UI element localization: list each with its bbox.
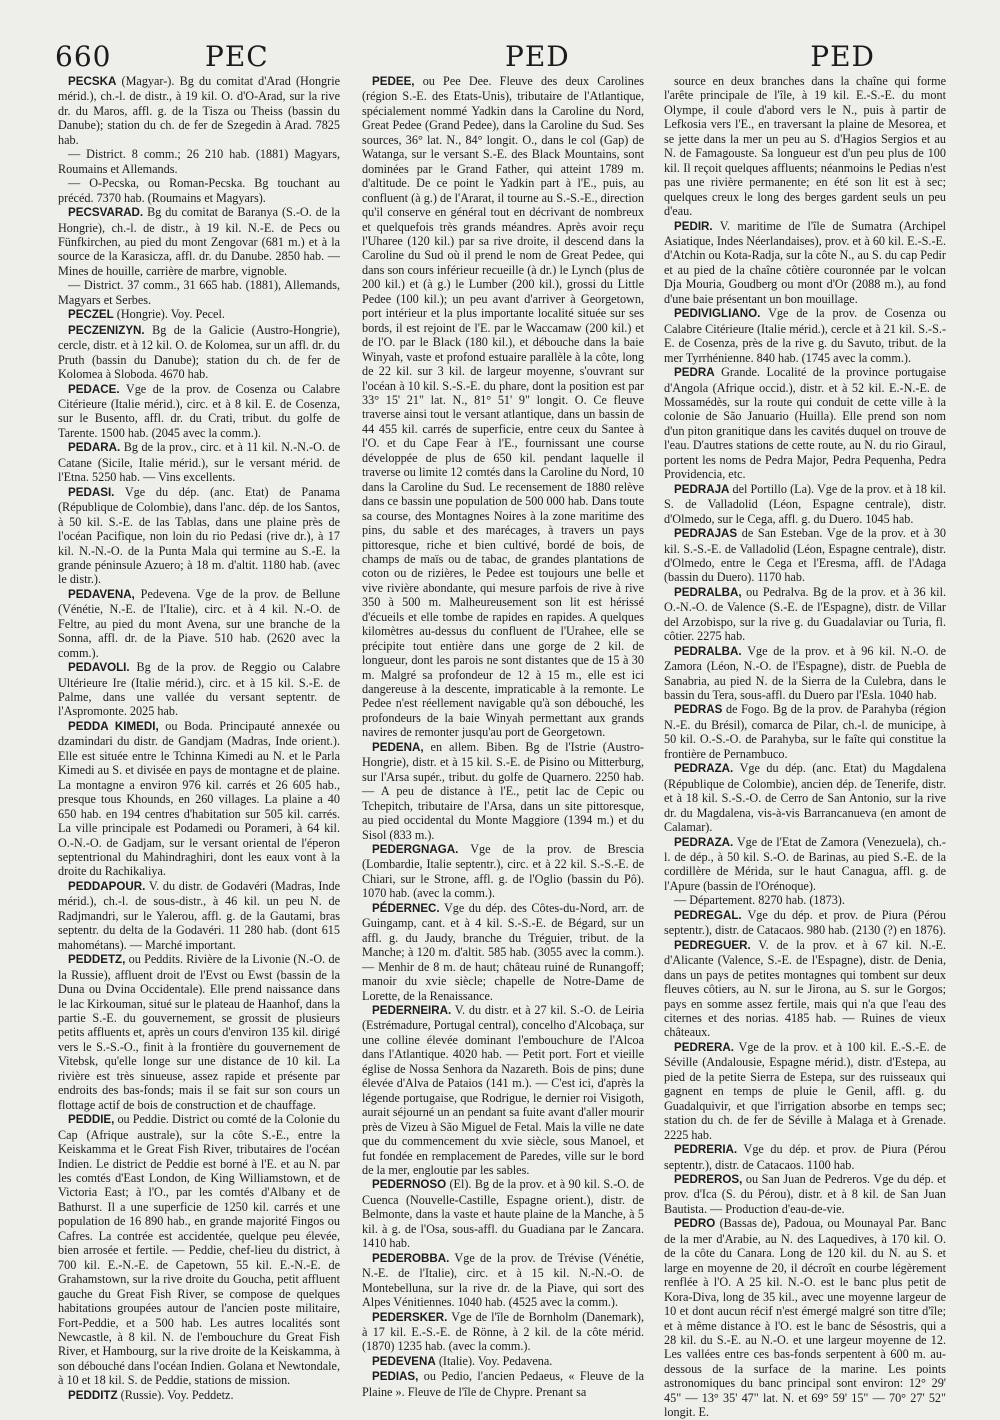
dictionary-entry bbox=[664, 644, 946, 703]
entry-text: — O-Pecska, ou Roman-Pecska. Bg touchant au précéd. 7370 hab. (Roumains et Magyars). bbox=[58, 176, 340, 205]
entry-text: Bg de la prov., circ. et à 11 kil. N.-N.-O. de Catane (Sicile, Italie mérid.), sur le versant mérid. de l'Etna. 5250 hab. — Vins excellents. bbox=[58, 440, 340, 485]
dictionary-entry bbox=[58, 176, 340, 205]
entry-headword: PEDRAJA bbox=[674, 482, 730, 496]
dictionary-entry bbox=[664, 893, 946, 907]
entry-text: Vge de l'Etat de Zamora (Venezuela), ch.-l. de dép., à 50 kil. S.-O. de Barinas, au pied S.-E. de la cordillère de Mérida, sur le haut Canagua, affl. g. de l'Apure (bassin de l'Orénoque). bbox=[664, 834, 946, 893]
dictionary-entry bbox=[664, 526, 946, 585]
dictionary-entry bbox=[362, 74, 644, 740]
entry-headword: PEDREROS, bbox=[674, 1172, 743, 1186]
entry-headword: PEDRALBA. bbox=[674, 644, 742, 658]
dictionary-entry bbox=[58, 323, 340, 382]
dictionary-entry bbox=[58, 879, 340, 952]
entry-headword: PEDRERIA. bbox=[674, 1143, 738, 1157]
entry-headword: PEDERNOSO bbox=[372, 1178, 447, 1192]
entry-headword: PEDACE. bbox=[68, 382, 120, 396]
entry-text: del Portillo (La). Vge de la prov. et à 18 kil. S. de Valladolid (Léon, Espagne centrale), distr. d'Olmedo, sur le Cega, affl. g. du Duero. 1045 hab. bbox=[664, 481, 946, 526]
dictionary-entry bbox=[664, 306, 946, 365]
dictionary-entry bbox=[664, 1142, 946, 1172]
entry-text: ou Peddie. District ou comté de la Colonie du Cap (Afrique australe), sur la côte S.-E., entre la Keiskamma et le Great Fish River, tributaires de l'océan Indien. Le district de Peddie est borné à l'E. et au N. par les comtés d'East London, de King Williamstown, et de Victoria East; à l'O., par les comtés d'Albany et de Bathurst. Il a une superficie de 1250 kil. carrés et une population de 16 890 hab., en grande majorité Fingos ou Cafres. La contrée est accidentée, quelque peu élevée, bien arrosée et fertile. — Peddie, chef-lieu du district, à 700 kil. E.-N.-E. de Capetown, 55 kil. E.-N.-E. de Grahamstown, sur la rive droite du Goucha, petit affluent gauche du Great Fish River, se compose de quelques habitations groupées autour de l'ancien poste militaire, Fort-Peddie, et a 500 hab. Les autres localités sont Newcastle, à 8 kil. N. de l'embouchure du Great Fish River, et Hambourg, sur la rive droite de la Keiskamma, à son débouché dans l'océan Indien. Golana et Newtondale, à 10 et 18 kil. S. de Peddie, stations de mission. bbox=[58, 1112, 340, 1388]
entry-headword: PEDAVOLI. bbox=[68, 661, 130, 675]
entry-text: ou San Juan de Pedreros. Vge du dép. et prov. d'Ica (S. du Pérou), distr. et à 8 kil. de San Juan Bautista. — Production d'eau-de-vie. bbox=[664, 1171, 946, 1216]
entry-headword: PEDARA. bbox=[68, 441, 121, 455]
entry-headword: PEDREGUER. bbox=[674, 938, 751, 952]
entry-headword: PEDDITZ bbox=[68, 1388, 118, 1402]
entry-text: Vge de la prov. et à 100 kil. E.-S.-E. de Séville (Andalousie, Espagne mérid.), distr. d'Estepa, au pied de la petite Sierra de Estepa, sur des ruisseaux qui gagnent en temps de pluie le Genil, affl. g. du Guadalquivir, et que l'irrigation absorbe en temps sec; station du ch. de fer de Séville à Malaga et à Grenade. 2225 hab. bbox=[664, 1039, 946, 1142]
dictionary-entry bbox=[362, 901, 644, 1003]
page-number: 660 bbox=[55, 40, 112, 73]
entry-text: (Italie). Voy. Pedavena. bbox=[435, 1353, 553, 1368]
entry-text: Vge du dép. des Côtes-du-Nord, arr. de Guingamp, cant. et à 4 kil. S.-S.-E. de Bégard, sur un affl. g. du Jaudy, branche du Tréguier, tribut. de la Manche; à 120 m. d'altit. 585 hab. (3055 avec la comm.). — Menhir de 8 m. de haut; château ruiné de Runangoff; manoir du xvie siècle; chapelle de Notre-Dame de Lorette, de la Renaissance. bbox=[362, 900, 644, 1003]
entry-text: de San Esteban. Vge de la prov. et à 30 kil. S.-S.-E. de Valladolid (Léon, Espagne centrale), distr. d'Olmedo, entre le Cega et l'Eresma, affl. de l'Adaga (bassin du Duero). 1170 hab. bbox=[664, 526, 946, 585]
dictionary-entry bbox=[664, 908, 946, 938]
text-column-3 bbox=[664, 74, 946, 1420]
entry-text: Vge de la prov. et à 96 kil. N.-O. de Zamora (Léon, N.-O. de l'Espagne), distr. de Puebla de Sanabria, au pied N. de la Sierra de la Culebra, dans le bassin du Tera, sous-affl. du Duero par l'Esla. 1040 hab. bbox=[664, 643, 946, 703]
entry-headword: PECZEL bbox=[68, 308, 114, 322]
dictionary-entry bbox=[58, 147, 340, 176]
entry-headword: PECZENIZYN. bbox=[68, 323, 145, 337]
entry-headword: PEDENA, bbox=[372, 740, 424, 754]
entry-headword: PÉDERNEC. bbox=[372, 901, 440, 915]
entry-text: Vge du dép. et prov. de Piura (Pérou septentr.), distr. de Catacaos. 1100 hab. bbox=[664, 1142, 946, 1172]
dictionary-entry bbox=[362, 1251, 644, 1310]
dictionary-entry bbox=[664, 1040, 946, 1142]
entry-text: Vge du dép. (anc. Etat) du Magdalena (République de Colombie), ancien dép. de Tenerife, distr. et à 18 kil. S.-S.-O. de Cerro de San Antonio, sur la rive dr. du Magdalena, vis-à-vis Barrancanueva (en amont de Calamar). bbox=[664, 761, 946, 835]
dictionary-entry bbox=[664, 74, 946, 219]
dictionary-entry bbox=[58, 205, 340, 278]
entry-text: Vge du dép. et prov. de Piura (Pérou septentr.), distr. de Catacaos. 980 hab. (2130 (?) en 1876). bbox=[664, 907, 946, 938]
entry-text: Vge de la prov. de Brescia (Lombardie, Italie septentr.), circ. et à 22 kil. S.-S.-E. de Chiari, sur le Strone, affl. g. de l'Oglio (bassin du Pô). 1070 hab. (avec la comm.). bbox=[362, 842, 644, 901]
entry-headword: PEDIVIGLIANO. bbox=[674, 307, 761, 321]
dictionary-entry bbox=[362, 842, 644, 901]
entry-headword: PEDASI. bbox=[68, 485, 115, 499]
entry-headword: PEDREGAL. bbox=[674, 908, 742, 922]
dictionary-entry bbox=[58, 719, 340, 879]
entry-headword: PEDEROBBA. bbox=[372, 1251, 450, 1265]
entry-text: Vge de l'île de Bornholm (Danemark), à 17 kil. E.-S.-E. de Rönne, à 2 kil. de la côte mérid. (1870) 1235 hab. (avec la comm.). bbox=[362, 1309, 644, 1354]
dictionary-entry bbox=[664, 482, 946, 526]
entry-headword: PEDEE, bbox=[372, 75, 415, 88]
entry-text: — District. 37 comm., 31 665 hab. (1881), Allemands, Magyars et Serbes. bbox=[58, 278, 340, 307]
entry-text: (El). Bg de la prov. et à 90 kil. S.-O. de Cuenca (Nouvelle-Castille, Espagne orient.), distr. de Belmonte, dans la vaste et haute plaine de la Manche, à 5 kil. à g. de l'Osa, sous-affl. du Guadiana par le Zancara. 1410 hab. bbox=[362, 1177, 644, 1251]
entry-headword: PEDRO bbox=[674, 1217, 716, 1231]
entry-text: ou Pedio, l'ancien Pedaeus, « Fleuve de la Plaine ». Fleuve de l'île de Chypre. Prenant sa bbox=[362, 1369, 644, 1399]
entry-headword: PEDRAJAS bbox=[674, 527, 738, 541]
entry-headword: PEDEVENA bbox=[372, 1354, 436, 1368]
dictionary-entry bbox=[362, 1177, 644, 1250]
left-guide-word: PEC bbox=[205, 40, 269, 73]
entry-headword: PEDRERA. bbox=[674, 1040, 734, 1054]
entry-text: en allem. Biben. Bg de l'Istrie (Austro-Hongrie), distr. et à 15 kil. S.-E. de Pisino ou Mitterburg, sur l'Arsa supér., tribut. du golfe de Quarnero. 2250 hab. — A peu de distance à l'E., petit lac de Cepic ou Tchepitch, tributaire de l'Arsa, dans un site pittoresque, au pied occidental du Monte Maggiore (1394 m.) et du Sisol (833 m.). bbox=[362, 739, 644, 842]
entry-text: ou Peddits. Rivière de la Livonie (N.-O. de la Russie), affluent droit de l'Evst ou Ewst (bassin de la Duna ou Dvina Occidentale). Elle prend naissance dans le lac Kirkouman, situé sur le plateau de Haanhof, dans la partie S.-E. du gouvernement, se grossit de plusieurs petits affluents et, après un cours d'environ 135 kil. dirigé vers le S.-S.-O., finit à la frontière du gouvernement de Vitebsk, qu'elle longe sur une distance de 10 kil. La rivière est très sinueuse, assez rapide et présente par endroits des bas-fonds; mais il se fait sur son cours un flottage actif de bois de construction et de chauffage. bbox=[58, 952, 340, 1112]
dictionary-entry bbox=[362, 1003, 644, 1177]
entry-text: (Bassas de), Padoua, ou Mounayal Par. Banc de la mer d'Arabie, au N. des Laquedives, à 170 kil. O. de la côte du Canara. Long de 120 kil. du N. au S. et large en moyenne de 20, il décroît en courbe légèrement renflée à l'O. A 25 kil. N.-O. est le banc plus petit de Kora-Diva, long de 35 kil., avec une moyenne largeur de 10 et dont aucun récif n'est émergé malgré son titre d'île; et à même distance à l'O. est le banc de Sésostris, qui a 28 kil. du S.-E. au N.-O. et une largeur moyenne de 12. Les vallées entre ces bas-fonds serpentent à 600 m. au-dessous de la surface de la marine. Les points astronomiques du banc principal sont environ: 12° 29' 45" — 13° 35' 47" lat. N. et 69° 59' 15" — 70° 27' 52" longit. E. bbox=[664, 1216, 946, 1420]
dictionary-entry bbox=[664, 1216, 946, 1419]
entry-text: Bg de la Galicie (Austro-Hongrie), cercle, distr. et à 12 kil. O. de Kolomea, sur un affl. dr. du Pruth (bassin du Danube); station du ch. de fer de Kolomea à Sloboda. 4670 hab. bbox=[58, 322, 340, 382]
dictionary-entry bbox=[664, 585, 946, 644]
entry-text: Vge du dép. (anc. Etat) de Panama (République de Colombie), dans l'anc. dép. de los Santos, à 50 kil. S.-E. de las Tablas, dans une plaine près de l'océan Pacifique, non loin du rio Pedasi (rive dr.), à 17 kil. N.-N.-O. de la Punta Mala qui termine au S.-E. la grande péninsule Azuero; à 18 m. d'altit. 1180 hab. (avec le distr.). bbox=[58, 484, 340, 587]
entry-text: (Magyar-). Bg du comitat d'Arad (Hongrie mérid.), ch.-l. de distr., à 19 kil. O. d'O-Arad, sur la rive dr. du Maros, affl. g. de la Tisza ou Theiss (bassin du Danube); station du ch. de fer de Szegedin à Arad. 7825 hab. bbox=[58, 74, 340, 147]
dictionary-entry bbox=[664, 1172, 946, 1216]
entry-headword: PEDERGNAGA. bbox=[372, 843, 459, 857]
dictionary-entry bbox=[362, 1369, 644, 1399]
dictionary-entry bbox=[58, 1112, 340, 1388]
dictionary-entry bbox=[664, 938, 946, 1040]
entry-text: V. maritime de l'île de Sumatra (Archipel Asiatique, Indes Néerlandaises), prov. et à 60 kil. E.-S.-E. d'Atchin ou Kota-Radja, sur la côte N., au S. du cap Pedir et au pied de la chaîne côtière couronnée par le volcan Dja Mouria, Goudberg ou mont d'Or (2088 m.), au fond d'une baie présentant un bon mouillage. bbox=[664, 218, 946, 306]
entry-headword: PEDDIE, bbox=[68, 1113, 115, 1127]
page-header bbox=[55, 40, 945, 74]
center-guide-word: PED bbox=[505, 40, 570, 73]
entry-text: — Département. 8270 hab. (1873). bbox=[674, 893, 845, 908]
entry-text: V. de la prov. et à 67 kil. N.-E. d'Alicante (Valence, S.-E. de l'Espagne), distr. de Denia, dans un pays de petites montagnes qui tombent sur deux fleuves côtiers, au N. sur le Jirona, au S. sur le Gorgos; pays en somme assez fertile, mais qui n'a que l'eau des citernes et des norias. 4185 hab. — Ruines de vieux châteaux. bbox=[664, 937, 946, 1040]
entry-text: Vge de la prov. de Cosenza ou Calabre Citérieure (Italie mérid.), circ. et à 8 kil. E. de Cosenza, sur le Busento, affl. dr. du Crati, tribut. du golfe de Tarente. 1500 hab. (2045 avec la comm.). bbox=[58, 381, 340, 440]
entry-text: Vge de la prov. de Cosenza ou Calabre Citérieure (Italie mérid.), cercle et à 21 kil. S.-S.-E. de Cosenza, près de la rive g. du Savuto, tribut. de la mer Tyrrhénienne. 840 hab. (1745 avec la comm.). bbox=[664, 306, 946, 365]
entry-headword: PEDIR. bbox=[674, 219, 713, 233]
dictionary-entry bbox=[58, 952, 340, 1112]
dictionary-entry bbox=[58, 278, 340, 307]
entry-text: Bg du comitat de Baranya (S.-O. de la Hongrie), ch.-l. de distr., à 19 kil. N.-E. de Pecs ou Fünfkirchen, au pied du mont Zengovar (681 m.) et à la source de la Karasicza, affl. dr. du Danube. 2850 hab. — Mines de houille, carrière de marbre, vignoble. bbox=[58, 205, 340, 278]
entry-text: de Fogo. Bg de la prov. de Parahyba (région N.-E. du Brésil), comarca de Pilar, ch.-l. de municipe, à 50 kil. O.-S.-O. de Parahyba, sur le faîte qui constitue la frontière de Pernambuco. bbox=[664, 702, 946, 761]
dictionary-entry bbox=[58, 74, 340, 147]
entry-text: V. du distr. de Godavéri (Madras, Inde mérid.), ch.-l. de sous-distr., à 46 kil. un peu N. de Radjmandri, sur le Yalerou, affl. g. de la Gautami, bras septentr. du delta de la Godavéri. 11 280 hab. (dont 615 mahométans). — Marché important. bbox=[58, 878, 340, 952]
entry-text: Pedevena. Vge de la prov. de Bellune (Vénétie, N.-E. de l'Italie), circ. et à 4 kil. N.-O. de Feltre, au pied du mont Avena, sur une branche de la Sonna, affl. dr. de la Piave. 510 hab. (2620 avec la comm.). bbox=[58, 586, 340, 660]
entry-headword: PEDDAPOUR. bbox=[68, 879, 146, 893]
dictionary-entry bbox=[58, 485, 340, 587]
entry-headword: PEDDETZ, bbox=[68, 953, 126, 967]
entry-headword: PECSVARAD. bbox=[68, 206, 144, 220]
entry-text: — District. 8 comm.; 26 210 hab. (1881) Magyars, Roumains et Allemands. bbox=[58, 147, 340, 176]
entry-text: V. du distr. et à 27 kil. S.-O. de Leiria (Estrémadure, Portugal central), concelho d'Alcobaça, sur une colline élevée dominant l'embouchure de l'Alcoa dans l'Atlantique. 4020 hab. — Petit port. Fort et vieille église de Nossa Senhora da Nazareth. Bois de pins; dune élevée d'Alva de Pataios (141 m.). — C'est ici, d'après la légende portugaise, que Rodrigue, le dernier roi Visigoth, aurait séjourné un an pendant sa fuite avant d'aller mourir près de Vizeu à São Miguel de Fetal. Mais la ville ne date que du commencement du xvie siècle, sous Manoel, et fut fondée en remplacement de Paredes, ville sur le bord de la mer, engloutie par les sables. bbox=[362, 1003, 644, 1177]
right-guide-word: PED bbox=[810, 40, 875, 73]
entry-headword: PEDRAZA. bbox=[674, 762, 734, 776]
dictionary-entry bbox=[58, 440, 340, 484]
text-column-2 bbox=[362, 74, 644, 1399]
dictionary-entry bbox=[362, 1310, 644, 1354]
dictionary-entry bbox=[58, 587, 340, 660]
dictionary-entry bbox=[664, 761, 946, 834]
entry-headword: PEDERSKER. bbox=[372, 1310, 448, 1324]
entry-headword: PEDERNEIRA. bbox=[372, 1004, 452, 1017]
entry-text: Grande. Localité de la province portugaise d'Angola (Afrique occid.), distr. et à 52 kil. E.-N.-E. de Mossamédès, sur la route qui conduit de cette ville à la colonie de São Januario (Huilla). Elle prend son nom d'un piton granitique dans les cavités duquel on trouve de l'eau. D'autres stations de cette route, au N. du rio Giraul, portent les noms de Pedra Major, Pedra Pequenha, Pedra Providencia, etc. bbox=[664, 365, 946, 482]
dictionary-entry bbox=[362, 740, 644, 842]
entry-headword: PEDRAZA. bbox=[674, 835, 734, 849]
dictionary-entry bbox=[58, 382, 340, 441]
dictionary-entry bbox=[58, 1388, 340, 1403]
entry-text: (Russie). Voy. Peddetz. bbox=[117, 1387, 234, 1402]
entry-text: (Hongrie). Voy. Pecel. bbox=[113, 307, 225, 322]
entry-headword: PEDRA bbox=[674, 366, 715, 380]
entry-headword: PEDDA KIMEDI, bbox=[68, 719, 159, 733]
text-column-1 bbox=[58, 74, 340, 1402]
entry-text: Vge de la prov. de Trévise (Vénétie, N.-E. de l'Italie), circ. et à 15 kil. N.-N.-O. de Montebelluna, sur la rive dr. de la Piave, qui sort des Alpes Vénitiennes. 1040 hab. (4525 avec la comm.). bbox=[362, 1250, 644, 1310]
entry-headword: PECSKA bbox=[68, 75, 117, 88]
entry-text: ou Pee Dee. Fleuve des deux Carolines (région S.-E. des Etats-Unis), tributaire de l'Atlantique, spécialement nommé Yadkin dans la Caroline du Nord, Great Pedee (Grand Pedee), dans la Caroline du Sud. Ses sources, 36° lat. N., 84° longit. O., dans le col (Gap) de Watanga, sur le versant S.-E. des Black Mountains, sont dominées par le Grand Father, qui atteint 1789 m. d'altitude. De ce point le Yadkin part à l'E., puis, au confluent (à g.) de l'Ararat, il tourne au S.-S.-E., direction qu'il conserve en général tout en décrivant de nombreux et quelquefois très grands méandres. Après avoir reçu l'Uharee (120 kil.) par sa rive droite, il descend dans la Caroline du Sud où il prend le nom de Great Pedee, qui dans son cours inférieur recueille (à dr.) le Lynch (plus de 200 kil.) et (à g.) le Lumber (200 kil.), grossi du Little Pedee (100 kil.); un peu avant d'arriver à Georgetown, port intérieur et la plus importante localité située sur ses bords, il est rejoint de l'E. par le Waccamaw (200 kil.) et de l'O. par le Black (180 kil.), et débouche dans la baie Winyah, vaste et profond estuaire parallèle à la côte, long de 22 kil. sur 3 kil. de largeur moyenne, s'ouvrant sur l'océan à 10 kil. S.-S.-E. du phare, dont la position est par 33° 15' 21" lat. N., 81° 51' 9" longit. O. Ce fleuve traverse ainsi tout le versant atlantique, dans un bassin de 44 455 kil. carrés de superficie, entre ceux du Santee à l'O. et du Cape Fear à l'E., fournissant une course développée de plus de 650 kil. pendant laquelle il traverse ou limite 12 comtés dans la Caroline du Nord, 10 dans la Caroline du Sud. Le recensement de 1880 relève dans ce bassin une population de 500 000 hab. Dans toute sa course, des Montagnes Noires à la zone maritime des pins, du sable et des marécages, à travers un pays pittoresque, riche et bien cultivé, bordé de bois, de champs de maïs ou de tabac, de grandes plantations de coton ou de rizières, le Pedee est toujours une belle et vive rivière abondante, qui mesure parfois de rive à rive 350 à 500 m. Malheureusement son lit est hérissé d'écueils et elle tombe de rapides en rapides. A quelques kilomètres au-dessus du confluent de l'Urahee, elle se précipite tout entière dans une gorge de 2 kil. de longueur, dont les parois ne sont distantes que de 15 à 30 m. Malgré sa profondeur de 12 à 15 m., elle est ici dangereuse à la descente, impraticable à la remonte. Le Pedee n'est réellement navigable qu'à son débouché, les profondeurs de la baie Winyah permettant aux grands navires de remonter jusqu'au port de Georgetown. bbox=[362, 74, 644, 740]
entry-text: Bg de la prov. de Reggio ou Calabre Ultérieure Ire (Italie mérid.), circ. et à 15 kil. S.-E. de Palme, dans une vallée du versant septentr. de l'Aspromonte. 2025 hab. bbox=[58, 660, 340, 719]
dictionary-entry bbox=[58, 307, 340, 322]
entry-headword: PEDIAS, bbox=[372, 1370, 419, 1384]
entry-text: source en deux branches dans la chaîne qui forme l'arête principale de l'île, à 19 kil. E.-S.-E. du mont Olympe, il coule d'abord vers le N., puis à partir de Lefkosia vers l'E., en traversant la plaine de Mesorea, et se jette dans la mer un peu au S. d'Hagios Sergios et au N. de Famagouste. Sa longueur est d'un peu plus de 100 kil. Il reçoit quelques affluents; néanmoins le Pedias n'est pas une rivière permanente; en été son lit est à sec; quelques creux le long des berges gardent seuls un peu d'eau. bbox=[664, 74, 946, 219]
entry-headword: PEDAVENA, bbox=[68, 587, 135, 601]
dictionary-entry bbox=[664, 365, 946, 482]
dictionary-entry bbox=[664, 835, 946, 894]
entry-headword: PEDRALBA, bbox=[674, 585, 742, 599]
dictionary-entry bbox=[664, 702, 946, 761]
entry-headword: PEDRAS bbox=[674, 703, 723, 717]
dictionary-entry bbox=[664, 219, 946, 307]
entry-text: ou Boda. Principauté annexée ou dzamindari du distr. de Gandjam (Madras, Inde orient.). Elle est située entre le Tchinna Kimedi au N. et le Parla Kimedi au S. et divisée en pays de montagne et de plaine. La montagne a environ 976 kil. carrés et 26 605 hab., presque tous Khounds, en 260 villages. La plaine a 40 650 hab. en 194 centres d'habitation sur 505 kil. carrés. La ville principale est Podamedi ou Porameri, à 64 kil. O.-N.-O. de Gadjam, sur le versant oriental de l'éperon septentrional du Mahindraghiri, dont les eaux vont à la droite du Rachikaliya. bbox=[58, 718, 340, 879]
entry-text: ou Pedralva. Bg de la prov. et à 36 kil. O.-N.-O. de Valence (S.-E. de l'Espagne), distr. de Villar del Arzobispo, sur la rive g. du Guadalaviar ou Turia, fl. côtier. 2275 hab. bbox=[664, 584, 946, 644]
dictionary-entry bbox=[58, 660, 340, 719]
dictionary-entry bbox=[362, 1354, 644, 1369]
